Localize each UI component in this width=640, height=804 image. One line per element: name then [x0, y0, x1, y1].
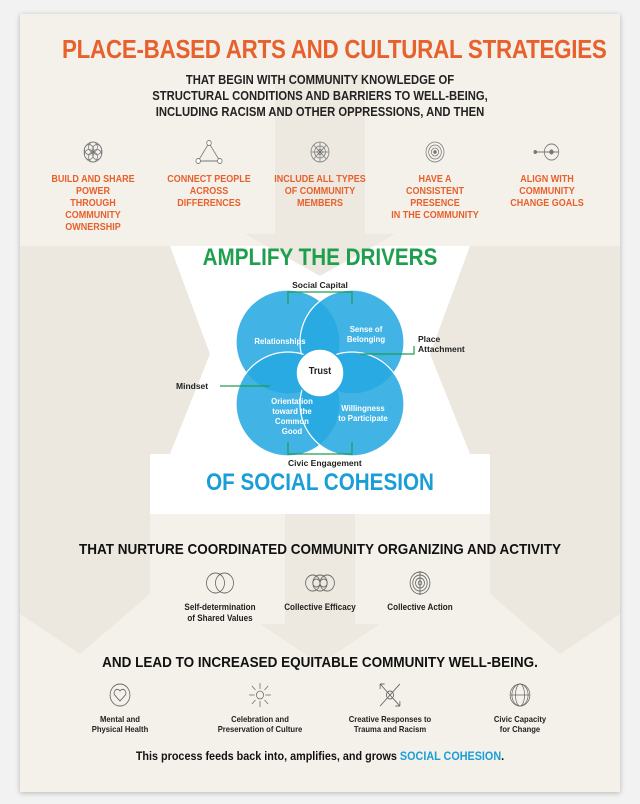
- venn-label-line: Willingness: [341, 403, 385, 413]
- intro-line: INCLUDING RACISM AND OTHER OPPRESSIONS, AND THEN: [155, 105, 485, 119]
- strategy-line: CONNECT PEOPLE: [167, 174, 251, 185]
- ripple-icon: [402, 570, 438, 596]
- infographic-card: [20, 14, 620, 792]
- burst-icon: [247, 682, 274, 708]
- strategy-align-goals: [498, 140, 597, 210]
- flower-icon: [78, 140, 109, 164]
- venn-label-line: Sense of: [349, 324, 383, 334]
- venn-label-line: Belonging: [346, 334, 386, 344]
- target-line-icon: [532, 140, 563, 164]
- lead-heading: AND LEAD TO INCREASED EQUITABLE COMMUNITY WELL-BEING.: [102, 654, 538, 671]
- venn-label-line: Common Good: [275, 416, 309, 436]
- crossed-arrows-icon: [377, 682, 404, 708]
- venn-label-relationships: Relationships: [254, 336, 306, 346]
- wellbeing-line: Physical Health: [91, 724, 149, 734]
- venn-label-trust: Trust: [308, 366, 332, 377]
- venn-label-line: to Participate: [338, 413, 388, 423]
- nurture-heading: THAT NURTURE COORDINATED COMMUNITY ORGANIZING AND ACTIVITY: [78, 541, 561, 558]
- label-line: Place: [418, 334, 441, 344]
- wellbeing-line: for Change: [499, 724, 541, 734]
- strategy-line: DIFFERENCES: [177, 198, 241, 209]
- heart-icon: [107, 682, 134, 708]
- venn-label-belonging: [340, 324, 392, 344]
- wellbeing-line: Mental and: [100, 714, 140, 724]
- amplify-heading: AMPLIFY THE DRIVERS: [202, 244, 438, 271]
- wellbeing-line: Preservation of Culture: [217, 724, 303, 734]
- strategy-line: COMMUNITY OWNERSHIP: [65, 210, 121, 233]
- strategy-build-power: [44, 140, 143, 234]
- intro-line: STRUCTURAL CONDITIONS AND BARRIERS TO WELL-BEING,: [152, 89, 488, 103]
- strategy-consistent-presence: [386, 140, 485, 222]
- wellbeing-line: Creative Responses to: [348, 714, 432, 724]
- strategy-connect-people: [160, 140, 259, 210]
- footer-main: This process feeds back into, amplifies, and grows: [135, 749, 400, 763]
- overlapping-circles-icon: [202, 570, 238, 596]
- strategy-line: ACROSS: [189, 186, 229, 197]
- intro-line: THAT BEGIN WITH COMMUNITY KNOWLEDGE OF: [185, 73, 455, 87]
- strategy-line: CONSISTENT PRESENCE: [405, 186, 464, 209]
- social-cohesion-venn: [176, 276, 465, 468]
- cohesion-heading: OF SOCIAL COHESION: [206, 469, 434, 496]
- activity-line: Collective Action: [387, 602, 453, 612]
- strategy-line: MEMBERS: [296, 198, 344, 209]
- venn-label-willingness: [331, 403, 395, 423]
- strategy-line: OF COMMUNITY: [284, 186, 356, 197]
- wellbeing-line: Civic Capacity: [493, 714, 547, 724]
- rosette-icon: [305, 140, 336, 164]
- wellbeing-creative-responses: [336, 682, 444, 734]
- left-side-arrow: [20, 246, 210, 454]
- page-title: PLACE-BASED ARTS AND CULTURAL STRATEGIES: [62, 34, 607, 64]
- strategy-line: COMMUNITY: [519, 186, 575, 197]
- strategy-line: THROUGH: [70, 198, 116, 209]
- activity-line: Collective Efficacy: [284, 602, 356, 612]
- label-place-attachment: [418, 334, 465, 354]
- footer-highlight: SOCIAL COHESION: [399, 749, 502, 763]
- footer-text: [50, 749, 590, 763]
- venn-label-line: Orientation: [271, 396, 313, 406]
- wellbeing-health: [66, 682, 174, 734]
- strategy-include-members: [271, 140, 370, 210]
- wellbeing-culture: [206, 682, 314, 734]
- linked-rings-icon: [302, 570, 338, 596]
- label-civic-engagement: Civic Engagement: [288, 458, 362, 468]
- venn-label-orientation: [264, 396, 319, 436]
- wellbeing-civic-capacity: [466, 682, 574, 734]
- wellbeing-line: Celebration and: [231, 714, 289, 724]
- strategy-line: INCLUDE ALL TYPES: [274, 174, 366, 185]
- wellbeing-line: Trauma and Racism: [353, 724, 427, 734]
- activity-collective-action: [362, 570, 479, 613]
- strategy-line: CHANGE GOALS: [510, 198, 584, 209]
- strategy-line: BUILD AND SHARE POWER: [51, 174, 135, 197]
- strategy-line: IN THE COMMUNITY: [391, 210, 479, 221]
- concentric-circles-icon: [420, 140, 451, 164]
- strategy-line: ALIGN WITH: [520, 174, 574, 185]
- triangle-network-icon: [194, 140, 225, 164]
- globe-icon: [507, 682, 534, 708]
- label-line: Attachment: [418, 344, 465, 354]
- label-mindset: Mindset: [176, 381, 209, 391]
- strategy-line: HAVE A: [418, 174, 452, 185]
- venn-label-line: toward the: [272, 406, 312, 416]
- activity-line: of Shared Values: [187, 613, 253, 623]
- activity-line: Self-determination: [184, 602, 256, 612]
- label-social-capital: Social Capital: [292, 280, 348, 290]
- intro-text: [95, 72, 545, 120]
- footer-end: .: [501, 749, 505, 763]
